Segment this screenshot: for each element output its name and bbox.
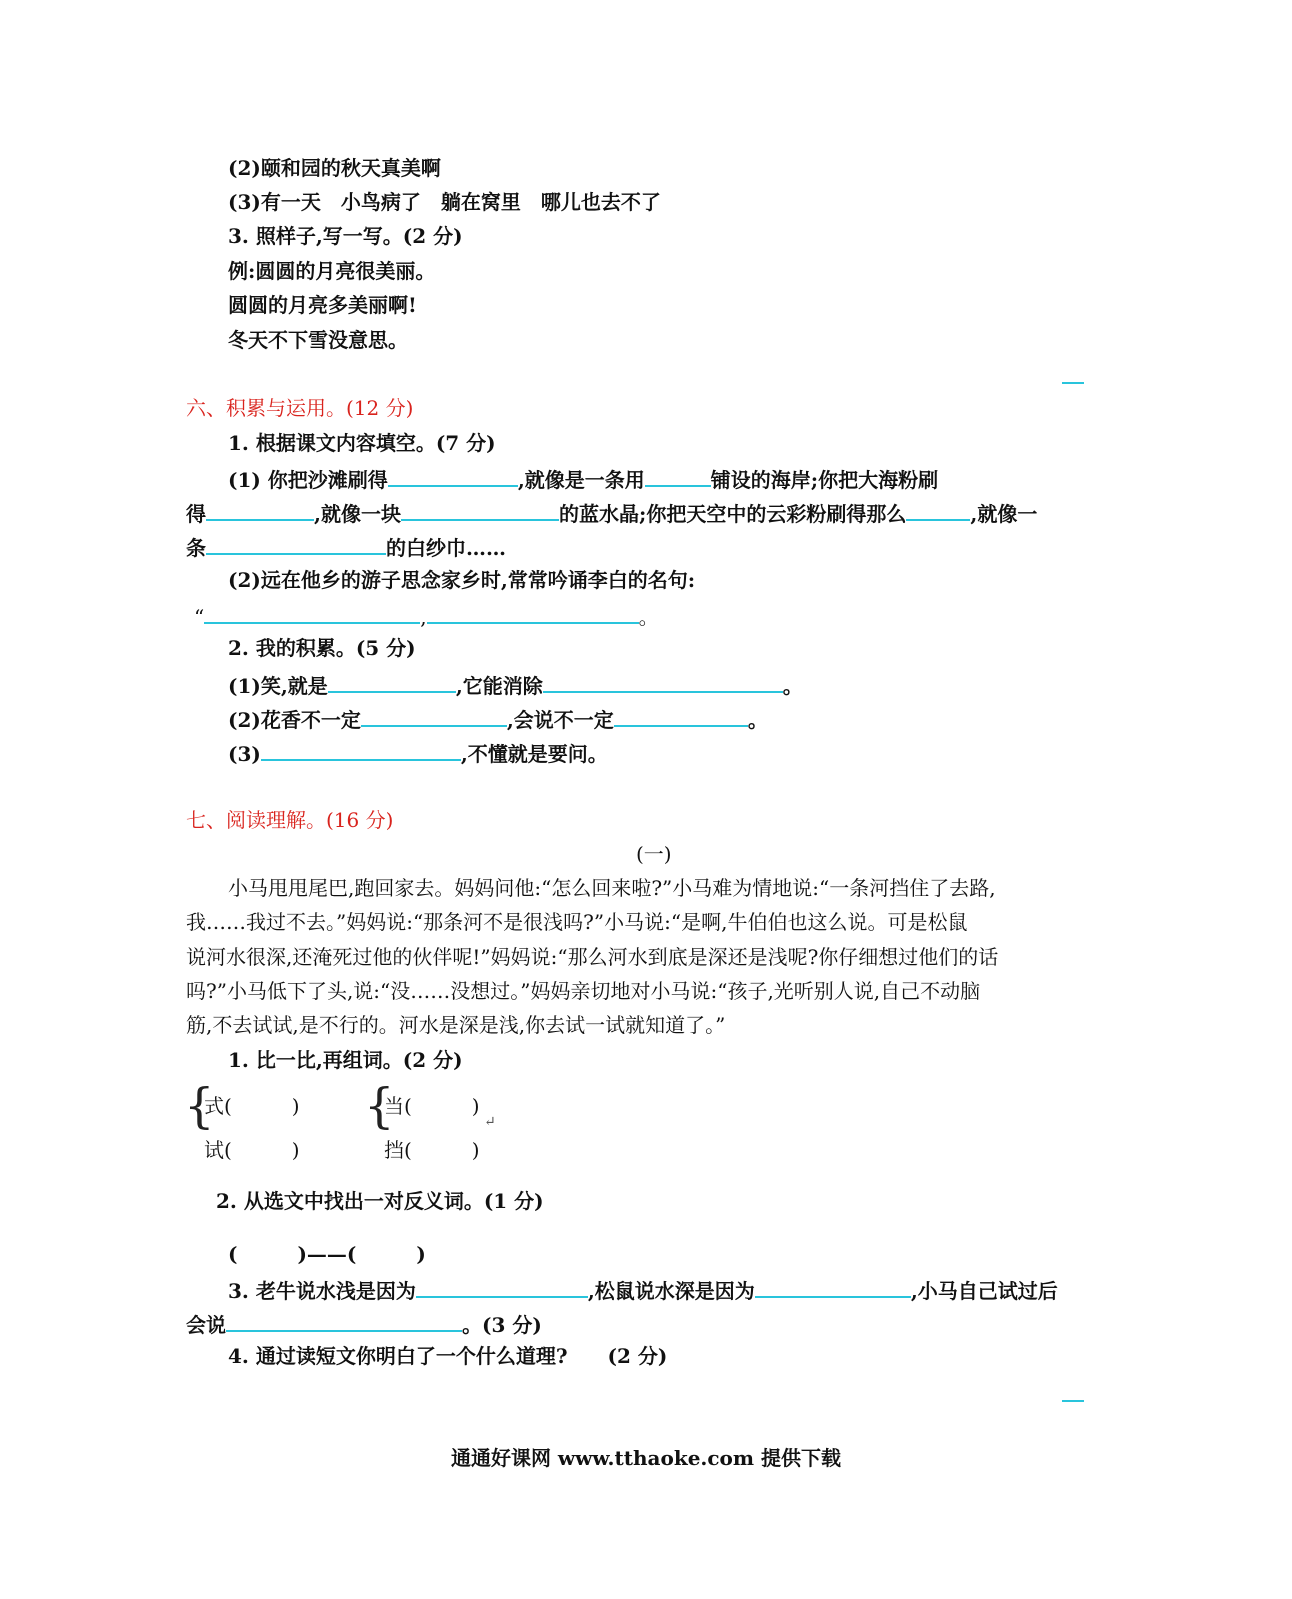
- answer-blank[interactable]: [261, 739, 461, 761]
- text-segment: “: [194, 605, 205, 629]
- question-title: 1. 根据课文内容填空。(7 分): [228, 431, 496, 455]
- brace-icon: {: [364, 1078, 395, 1134]
- text-segment: 。: [638, 605, 659, 629]
- return-mark-icon: ↵: [484, 1114, 496, 1130]
- answer-blank[interactable]: [427, 602, 639, 624]
- text-segment: 条: [186, 536, 206, 560]
- word-pair-item: 挡( ): [384, 1138, 480, 1162]
- fill-line: [228, 465, 938, 492]
- text-segment: ,会说不一定: [506, 708, 614, 732]
- passage-part-label: (一): [636, 842, 672, 866]
- brace-icon: {: [184, 1078, 215, 1134]
- text-segment: ,就像一块: [314, 502, 401, 526]
- text-segment: ,不懂就是要问。: [460, 742, 608, 766]
- page-mark: [1062, 1400, 1084, 1402]
- question-line: (2)远在他乡的游子思念家乡时,常常吟诵李白的名句:: [228, 568, 696, 592]
- text-segment: (3): [228, 742, 261, 766]
- text-segment: 得: [186, 502, 206, 526]
- page-mark: [1062, 382, 1084, 384]
- fill-line: [194, 602, 659, 629]
- section-title: 七、阅读理解。(16 分): [186, 808, 394, 832]
- question-line: 4. 通过读短文你明白了一个什么道理? (2 分): [228, 1344, 668, 1368]
- answer-blank[interactable]: [388, 465, 518, 487]
- word-pair-item: 式( ): [204, 1094, 300, 1118]
- text-segment: ,: [420, 605, 427, 629]
- answer-blank[interactable]: [906, 499, 970, 521]
- text-segment: ,松鼠说水深是因为: [587, 1279, 755, 1303]
- word-pair-item: 试( ): [204, 1138, 300, 1162]
- fill-line: [186, 1310, 542, 1337]
- question-title: 2. 我的积累。(5 分): [228, 636, 416, 660]
- example-answer: 圆圆的月亮多美丽啊!: [228, 293, 417, 317]
- text-segment: ,就像一: [970, 502, 1038, 526]
- text-segment: 。: [747, 708, 768, 732]
- text-segment: 。(3 分): [462, 1313, 542, 1337]
- text-segment: (1)笑,就是: [228, 674, 328, 698]
- text-segment: ,就像是一条用: [517, 468, 645, 492]
- text-segment: (2)花香不一定: [228, 708, 361, 732]
- passage-line: 我……我过不去。”妈妈说:“那条河不是很浅吗?”小马说:“是啊,牛伯伯也这么说。可是松鼠: [186, 910, 968, 934]
- answer-blank[interactable]: [645, 465, 711, 487]
- text-segment: 铺设的海岸;你把大海粉刷: [710, 468, 939, 492]
- question-line: (3)有一天 小鸟病了 躺在窝里 哪儿也去不了: [228, 190, 661, 214]
- section-title: 六、积累与运用。(12 分): [186, 396, 414, 420]
- text-segment: 的蓝水晶;你把天空中的云彩粉刷得那么: [558, 502, 907, 526]
- passage-line: 说河水很深,还淹死过他的伙伴呢!”妈妈说:“那么河水到底是深还是浅呢?你仔细想过他们的话: [186, 945, 999, 969]
- text-segment: ,小马自己试过后: [910, 1279, 1058, 1303]
- text-segment: 。: [782, 674, 803, 698]
- text-segment: (1) 你把沙滩刷得: [228, 468, 388, 492]
- answer-blank[interactable]: [204, 602, 420, 624]
- answer-blank[interactable]: [755, 1276, 911, 1298]
- fill-line: [228, 671, 803, 698]
- text-segment: 会说: [186, 1313, 226, 1337]
- task-line: 冬天不下雪没意思。: [228, 328, 408, 352]
- passage-line: 筋,不去试试,是不行的。河水是深是浅,你去试一试就知道了。”: [186, 1013, 726, 1037]
- text-segment: ,它能消除: [455, 674, 543, 698]
- answer-parens: ( )——( ): [228, 1242, 426, 1266]
- example-line: 例:圆圆的月亮很美丽。: [228, 259, 436, 283]
- fill-line: [186, 533, 506, 560]
- passage-line: 小马甩甩尾巴,跑回家去。妈妈问他:“怎么回来啦?”小马难为情地说:“一条河挡住了去路,: [228, 876, 996, 900]
- question-title: 1. 比一比,再组词。(2 分): [228, 1048, 463, 1072]
- answer-blank[interactable]: [361, 705, 507, 727]
- answer-blank[interactable]: [401, 499, 559, 521]
- text-segment: 的白纱巾……: [386, 536, 506, 560]
- answer-blank[interactable]: [416, 1276, 588, 1298]
- question-line: (2)颐和园的秋天真美啊: [228, 156, 441, 180]
- fill-line: [186, 499, 1037, 526]
- page-footer: 通通好课网 www.tthaoke.com 提供下载: [450, 1446, 842, 1470]
- fill-line: [228, 739, 608, 766]
- word-pair-item: 当( ): [384, 1094, 480, 1118]
- answer-blank[interactable]: [206, 499, 314, 521]
- question-title: 3. 照样子,写一写。(2 分): [228, 224, 463, 248]
- answer-blank[interactable]: [543, 671, 783, 693]
- question-title: 2. 从选文中找出一对反义词。(1 分): [216, 1189, 544, 1213]
- answer-blank[interactable]: [328, 671, 456, 693]
- passage-line: 吗?”小马低下了头,说:“没……没想过。”妈妈亲切地对小马说:“孩子,光听别人说,自己不动脑: [186, 979, 981, 1003]
- fill-line: [228, 705, 768, 732]
- answer-blank[interactable]: [614, 705, 748, 727]
- fill-line: [228, 1276, 1058, 1303]
- answer-blank[interactable]: [206, 533, 386, 555]
- answer-blank[interactable]: [226, 1310, 462, 1332]
- text-segment: 3. 老牛说水浅是因为: [228, 1279, 416, 1303]
